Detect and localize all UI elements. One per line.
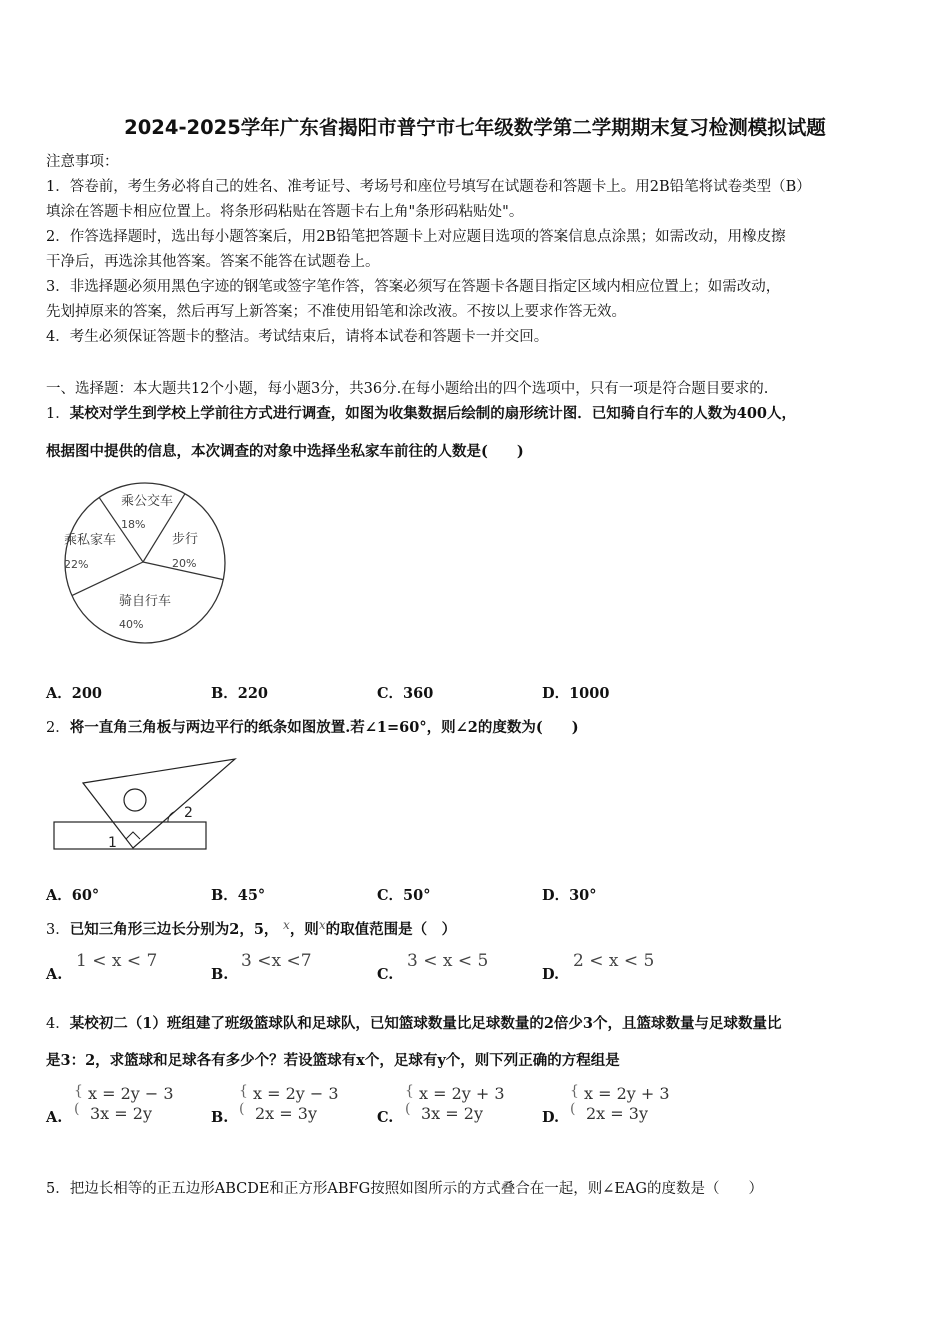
set-square-hole (124, 789, 146, 811)
q1-option-c[interactable]: C．360 (377, 685, 434, 702)
triangle-figure (50, 755, 240, 855)
pie-category-label: 步行 (172, 532, 199, 547)
q3-var-2: x (318, 918, 326, 932)
q4-option-a-eq2: 3x = 2y (90, 1104, 152, 1123)
pie-category-label: 乘私家车 (64, 533, 117, 548)
q4-option-d-system[interactable] (570, 1084, 680, 1126)
pie-chart (48, 475, 248, 655)
q4-option-b-system[interactable] (239, 1084, 349, 1126)
q2-option-a[interactable]: A．60° (46, 887, 100, 904)
notice-item-2-line-2: 干净后，再选涂其他答案。答案不能答在试题卷上。 (46, 254, 380, 270)
q4-option-c-eq1: x = 2y + 3 (419, 1084, 505, 1103)
q1-number: 1． (46, 406, 70, 422)
set-square (83, 759, 235, 848)
notice-heading: 注意事项： (46, 154, 119, 170)
q4-option-b-label[interactable]: B. (211, 1109, 229, 1126)
q4-option-d-eq1: x = 2y + 3 (584, 1084, 670, 1103)
q1-option-d[interactable]: D．1000 (542, 685, 610, 702)
q3-option-d-math[interactable]: 2 < x < 5 (573, 951, 655, 971)
q4-option-c-system[interactable] (405, 1084, 515, 1126)
notice-item-3-line-1: 3．非选择题必须用黑色字迹的钢笔或签字笔作答，答案必须写在答题卡各题目指定区域内相应位置上；如需改动， (46, 279, 781, 295)
q1-line-1 (46, 402, 796, 423)
q5-line (46, 1177, 763, 1198)
q1-line-2: 根据图中提供的信息，本次调查的对象中选择坐私家车前往的人数是( ) (46, 443, 524, 460)
q4-option-c-label[interactable]: C. (377, 1109, 394, 1126)
q4-number: 4． (46, 1016, 70, 1032)
notice-item-3-line-2: 先划掉原来的答案，然后再写上新答案；不准使用铅笔和涂改液。不按以上要求作答无效。 (46, 304, 626, 320)
page-title: 2024-2025学年广东省揭阳市普宁市七年级数学第二学期期末复习检测模拟试题 (124, 116, 826, 139)
q5-text: 把边长相等的正五边形ABCDE和正方形ABFG按照如图所示的方式叠合在一起，则∠EAG的度数是（ ） (69, 1181, 763, 1197)
q4-option-d-eq2: 2x = 3y (586, 1104, 648, 1123)
q5-number: 5． (46, 1181, 70, 1197)
q4-text-1: 某校初二（1）班组建了班级篮球队和足球队，已知篮球数量比足球数量的2倍少3个，且篮球数量与足球数量比 (69, 1015, 782, 1032)
notice-item-1-line-1: 1．答卷前，考生务必将自己的姓名、准考证号、考场号和座位号填写在试题卷和答题卡上。用2B铅笔将试卷类型（B） (46, 179, 811, 195)
section-heading: 一、选择题：本大题共12个小题，每小题3分，共36分.在每小题给出的四个选项中，只有一项是符合题目要求的. (46, 381, 769, 397)
pie-category-label: 骑自行车 (119, 594, 172, 609)
q4-option-d-label[interactable]: D. (542, 1109, 560, 1126)
q3-var-1: x (283, 918, 290, 932)
q1-option-a[interactable]: A．200 (46, 685, 103, 702)
right-angle-mark (126, 832, 140, 839)
q3-option-c-label[interactable]: C. (377, 966, 394, 983)
q3-option-c-math[interactable]: 3 < x < 5 (407, 951, 489, 971)
pie-group (64, 483, 225, 643)
pie-value-label: 18% (121, 518, 146, 531)
q2-line (46, 716, 579, 737)
notice-item-1-line-2: 填涂在答题卡相应位置上。将条形码粘贴在答题卡右上角"条形码粘贴处"。 (46, 204, 524, 220)
q4-option-b-brace: { ( (239, 1083, 248, 1117)
angle-2-label: 2 (184, 805, 193, 821)
q3-option-a-label[interactable]: A. (46, 966, 63, 983)
q1-text-1: 某校对学生到学校上学前往方式进行调查，如图为收集数据后绘制的扇形统计图．已知骑自行车的人数为400人， (69, 405, 796, 422)
notice-item-2-line-1: 2．作答选择题时，选出每小题答案后，用2B铅笔把答题卡上对应题目选项的答案信息点涂黑；如需改动，用橡皮擦 (46, 229, 786, 245)
q4-option-d-brace: { ( (570, 1083, 579, 1117)
angle-1-label: 1 (108, 835, 117, 851)
q3-text-c: 的取值范围是（ ） (325, 921, 457, 938)
q2-option-d[interactable]: D．30° (542, 887, 597, 904)
q4-option-b-eq2: 2x = 3y (255, 1104, 317, 1123)
q4-option-c-brace: { ( (405, 1083, 414, 1117)
q2-text: 将一直角三角板与两边平行的纸条如图放置.若∠1=60°，则∠2的度数为( ) (69, 719, 579, 736)
q3-text-b: ，则 (289, 921, 319, 938)
q4-option-a-label[interactable]: A. (46, 1109, 63, 1126)
q1-option-b[interactable]: B．220 (211, 685, 269, 702)
q3-option-b-label[interactable]: B. (211, 966, 229, 983)
q3-line (46, 918, 456, 939)
q2-option-c[interactable]: C．50° (377, 887, 431, 904)
q4-option-a-eq1: x = 2y − 3 (88, 1084, 174, 1103)
pie-value-label: 20% (172, 557, 197, 570)
q2-number: 2． (46, 720, 70, 736)
q4-option-c-eq2: 3x = 2y (421, 1104, 483, 1123)
q3-option-a-math[interactable]: 1 < x < 7 (76, 951, 158, 971)
q4-option-b-eq1: x = 2y − 3 (253, 1084, 339, 1103)
q4-option-a-brace: { ( (74, 1083, 83, 1117)
q4-line-2: 是3：2，求篮球和足球各有多少个？若设篮球有x个，足球有y个，则下列正确的方程组是 (46, 1052, 620, 1069)
notice-block (46, 150, 906, 350)
pie-value-label: 22% (64, 558, 89, 571)
q3-option-d-label[interactable]: D. (542, 966, 560, 983)
q3-text-a: 已知三角形三边长分别为2，5， (69, 921, 279, 938)
pie-value-label: 40% (119, 618, 144, 631)
notice-item-4: 4．考生必须保证答题卡的整洁。考试结束后，请将本试卷和答题卡一并交回。 (46, 329, 549, 345)
pie-category-label: 乘公交车 (121, 494, 174, 509)
q3-option-b-math[interactable]: 3 <x <7 (241, 951, 312, 971)
q4-line-1 (46, 1012, 782, 1033)
q4-option-a-system[interactable] (74, 1084, 184, 1126)
q3-number: 3． (46, 922, 70, 938)
q2-option-b[interactable]: B．45° (211, 887, 266, 904)
